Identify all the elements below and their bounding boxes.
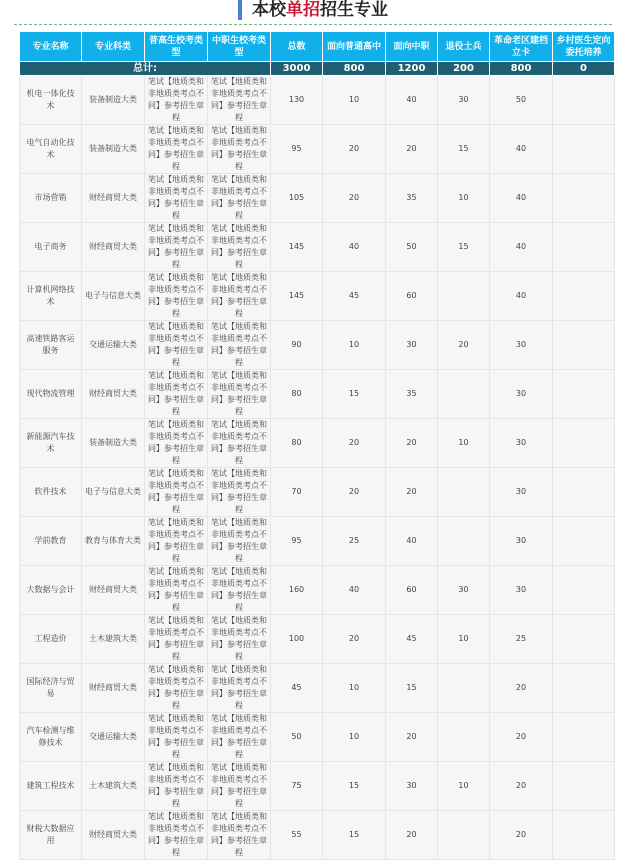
rural-doctor-cell [553, 76, 615, 125]
vocational-exam-type-cell: 笔试【地质类和非地质类考点不同】参考招生章程 [208, 272, 271, 321]
veterans-cell [438, 517, 490, 566]
table-row [20, 517, 615, 566]
header-old-revolutionary: 革命老区建档立卡 [490, 32, 553, 62]
table-row [20, 664, 615, 713]
major-name-cell: 市场营销 [20, 174, 82, 223]
rural-doctor-cell [553, 174, 615, 223]
vocational-exam-type-cell: 笔试【地质类和非地质类考点不同】参考招生章程 [208, 713, 271, 762]
general-hs-cell: 10 [323, 321, 386, 370]
major-name-cell: 国际经济与贸易 [20, 664, 82, 713]
general-hs-cell: 15 [323, 370, 386, 419]
general-hs-cell: 40 [323, 566, 386, 615]
veterans-cell: 30 [438, 566, 490, 615]
title-accent: 单招 [286, 0, 320, 20]
general-hs-cell: 20 [323, 174, 386, 223]
category-cell: 财经商贸大类 [82, 811, 145, 860]
total-cell: 145 [271, 223, 323, 272]
vocational-exam-type-cell: 笔试【地质类和非地质类考点不同】参考招生章程 [208, 664, 271, 713]
title-divider [14, 24, 612, 25]
rural-doctor-cell [553, 566, 615, 615]
category-cell: 财经商贸大类 [82, 664, 145, 713]
total-cell: 145 [271, 272, 323, 321]
rural-doctor-cell [553, 125, 615, 174]
general-hs-cell: 10 [323, 76, 386, 125]
rural-doctor-cell [553, 370, 615, 419]
vocational-cell: 35 [386, 370, 438, 419]
total-cell: 45 [271, 664, 323, 713]
major-name-cell: 计算机网络技术 [20, 272, 82, 321]
old-revolutionary-cell: 30 [490, 419, 553, 468]
category-cell: 财经商贸大类 [82, 566, 145, 615]
vocational-exam-type-cell: 笔试【地质类和非地质类考点不同】参考招生章程 [208, 468, 271, 517]
major-name-cell: 财税大数据应用 [20, 811, 82, 860]
category-cell: 装备制造大类 [82, 76, 145, 125]
old-revolutionary-cell: 20 [490, 713, 553, 762]
category-cell: 电子与信息大类 [82, 272, 145, 321]
category-cell: 教育与体育大类 [82, 517, 145, 566]
rural-doctor-cell [553, 272, 615, 321]
hs-exam-type-cell: 笔试【地质类和非地质类考点不同】参考招生章程 [145, 76, 208, 125]
category-cell: 交通运输大类 [82, 321, 145, 370]
general-hs-cell: 25 [323, 517, 386, 566]
hs-exam-type-cell: 笔试【地质类和非地质类考点不同】参考招生章程 [145, 566, 208, 615]
table-row [20, 223, 615, 272]
rural-doctor-cell [553, 811, 615, 860]
veterans-cell [438, 272, 490, 321]
major-name-cell: 现代物流管理 [20, 370, 82, 419]
hs-exam-type-cell: 笔试【地质类和非地质类考点不同】参考招生章程 [145, 517, 208, 566]
veterans-cell [438, 664, 490, 713]
major-name-cell: 工程造价 [20, 615, 82, 664]
veterans-cell: 10 [438, 615, 490, 664]
old-revolutionary-cell: 30 [490, 566, 553, 615]
table-row [20, 370, 615, 419]
major-name-cell: 电气自动化技术 [20, 125, 82, 174]
vocational-exam-type-cell: 笔试【地质类和非地质类考点不同】参考招生章程 [208, 76, 271, 125]
header-veterans: 退役士兵 [438, 32, 490, 62]
vocational-cell: 50 [386, 223, 438, 272]
total-cell: 75 [271, 762, 323, 811]
total-cell: 130 [271, 76, 323, 125]
category-cell: 电子与信息大类 [82, 468, 145, 517]
vocational-cell: 30 [386, 321, 438, 370]
total-cell: 95 [271, 517, 323, 566]
veterans-cell: 10 [438, 174, 490, 223]
table-row [20, 419, 615, 468]
hs-exam-type-cell: 笔试【地质类和非地质类考点不同】参考招生章程 [145, 468, 208, 517]
major-name-cell: 电子商务 [20, 223, 82, 272]
vocational-cell: 45 [386, 615, 438, 664]
general-hs-cell: 15 [323, 811, 386, 860]
table-body [20, 62, 615, 860]
title-prefix: 本校 [252, 0, 286, 20]
total-row [20, 62, 615, 76]
category-cell: 土木建筑大类 [82, 615, 145, 664]
table-row [20, 125, 615, 174]
old-revolutionary-cell: 20 [490, 811, 553, 860]
vocational-exam-type-cell: 笔试【地质类和非地质类考点不同】参考招生章程 [208, 566, 271, 615]
total-cell: 55 [271, 811, 323, 860]
total-vocational: 1200 [386, 62, 438, 76]
total-cell: 80 [271, 370, 323, 419]
general-hs-cell: 45 [323, 272, 386, 321]
hs-exam-type-cell: 笔试【地质类和非地质类考点不同】参考招生章程 [145, 125, 208, 174]
veterans-cell: 10 [438, 419, 490, 468]
vocational-exam-type-cell: 笔试【地质类和非地质类考点不同】参考招生章程 [208, 174, 271, 223]
category-cell: 装备制造大类 [82, 419, 145, 468]
vocational-cell: 40 [386, 76, 438, 125]
old-revolutionary-cell: 30 [490, 321, 553, 370]
major-name-cell: 大数据与会计 [20, 566, 82, 615]
table-row [20, 566, 615, 615]
table-row [20, 615, 615, 664]
header-category: 专业科类 [82, 32, 145, 62]
table-header [20, 32, 615, 62]
vocational-exam-type-cell: 笔试【地质类和非地质类考点不同】参考招生章程 [208, 370, 271, 419]
header-total: 总数 [271, 32, 323, 62]
hs-exam-type-cell: 笔试【地质类和非地质类考点不同】参考招生章程 [145, 419, 208, 468]
old-revolutionary-cell: 40 [490, 272, 553, 321]
old-revolutionary-cell: 50 [490, 76, 553, 125]
vocational-cell: 35 [386, 174, 438, 223]
general-hs-cell: 20 [323, 419, 386, 468]
vocational-cell: 20 [386, 419, 438, 468]
veterans-cell: 15 [438, 125, 490, 174]
old-revolutionary-cell: 30 [490, 370, 553, 419]
rural-doctor-cell [553, 615, 615, 664]
vocational-cell: 20 [386, 811, 438, 860]
table-row [20, 811, 615, 860]
old-revolutionary-cell: 40 [490, 174, 553, 223]
header-general-hs: 面向普通高中 [323, 32, 386, 62]
vocational-exam-type-cell: 笔试【地质类和非地质类考点不同】参考招生章程 [208, 223, 271, 272]
old-revolutionary-cell: 40 [490, 223, 553, 272]
rural-doctor-cell [553, 713, 615, 762]
total-label: 总计: [20, 62, 271, 76]
vocational-exam-type-cell: 笔试【地质类和非地质类考点不同】参考招生章程 [208, 811, 271, 860]
hs-exam-type-cell: 笔试【地质类和非地质类考点不同】参考招生章程 [145, 762, 208, 811]
major-name-cell: 高速铁路客运服务 [20, 321, 82, 370]
total-cell: 80 [271, 419, 323, 468]
general-hs-cell: 20 [323, 615, 386, 664]
major-name-cell: 建筑工程技术 [20, 762, 82, 811]
page-title [238, 0, 388, 20]
hs-exam-type-cell: 笔试【地质类和非地质类考点不同】参考招生章程 [145, 174, 208, 223]
rural-doctor-cell [553, 223, 615, 272]
table-row [20, 713, 615, 762]
hs-exam-type-cell: 笔试【地质类和非地质类考点不同】参考招生章程 [145, 811, 208, 860]
rural-doctor-cell [553, 321, 615, 370]
veterans-cell [438, 811, 490, 860]
general-hs-cell: 20 [323, 125, 386, 174]
major-name-cell: 学前教育 [20, 517, 82, 566]
veterans-cell [438, 370, 490, 419]
vocational-exam-type-cell: 笔试【地质类和非地质类考点不同】参考招生章程 [208, 125, 271, 174]
major-name-cell: 机电一体化技术 [20, 76, 82, 125]
table-row [20, 174, 615, 223]
majors-table [19, 31, 615, 860]
hs-exam-type-cell: 笔试【地质类和非地质类考点不同】参考招生章程 [145, 321, 208, 370]
header-vocational: 面向中职 [386, 32, 438, 62]
header-hs-exam-type: 普高生校考类型 [145, 32, 208, 62]
total-rural-doctor: 0 [553, 62, 615, 76]
total-cell: 105 [271, 174, 323, 223]
total-cell: 95 [271, 125, 323, 174]
major-name-cell: 汽车检测与维修技术 [20, 713, 82, 762]
category-cell: 交通运输大类 [82, 713, 145, 762]
total-old-revolutionary: 800 [490, 62, 553, 76]
old-revolutionary-cell: 20 [490, 664, 553, 713]
hs-exam-type-cell: 笔试【地质类和非地质类考点不同】参考招生章程 [145, 664, 208, 713]
header-rural-doctor: 乡村医生定向委托培养 [553, 32, 615, 62]
vocational-exam-type-cell: 笔试【地质类和非地质类考点不同】参考招生章程 [208, 517, 271, 566]
vocational-cell: 40 [386, 517, 438, 566]
vocational-exam-type-cell: 笔试【地质类和非地质类考点不同】参考招生章程 [208, 615, 271, 664]
rural-doctor-cell [553, 468, 615, 517]
total-sum: 3000 [271, 62, 323, 76]
general-hs-cell: 40 [323, 223, 386, 272]
general-hs-cell: 10 [323, 664, 386, 713]
category-cell: 装备制造大类 [82, 125, 145, 174]
major-name-cell: 新能源汽车技术 [20, 419, 82, 468]
rural-doctor-cell [553, 517, 615, 566]
old-revolutionary-cell: 25 [490, 615, 553, 664]
header-vocational-exam-type: 中职生校考类型 [208, 32, 271, 62]
general-hs-cell: 15 [323, 762, 386, 811]
vocational-cell: 20 [386, 713, 438, 762]
hs-exam-type-cell: 笔试【地质类和非地质类考点不同】参考招生章程 [145, 713, 208, 762]
page-header [0, 0, 626, 26]
general-hs-cell: 20 [323, 468, 386, 517]
vocational-cell: 60 [386, 566, 438, 615]
hs-exam-type-cell: 笔试【地质类和非地质类考点不同】参考招生章程 [145, 615, 208, 664]
old-revolutionary-cell: 30 [490, 517, 553, 566]
vocational-cell: 15 [386, 664, 438, 713]
total-general-hs: 800 [323, 62, 386, 76]
table-row [20, 762, 615, 811]
vocational-cell: 30 [386, 762, 438, 811]
table-row [20, 468, 615, 517]
hs-exam-type-cell: 笔试【地质类和非地质类考点不同】参考招生章程 [145, 272, 208, 321]
veterans-cell: 15 [438, 223, 490, 272]
title-suffix: 招生专业 [320, 0, 388, 20]
general-hs-cell: 10 [323, 713, 386, 762]
rural-doctor-cell [553, 419, 615, 468]
total-cell: 90 [271, 321, 323, 370]
category-cell: 土木建筑大类 [82, 762, 145, 811]
total-veterans: 200 [438, 62, 490, 76]
vocational-exam-type-cell: 笔试【地质类和非地质类考点不同】参考招生章程 [208, 419, 271, 468]
veterans-cell [438, 468, 490, 517]
rural-doctor-cell [553, 664, 615, 713]
table-row [20, 321, 615, 370]
old-revolutionary-cell: 30 [490, 468, 553, 517]
category-cell: 财经商贸大类 [82, 174, 145, 223]
veterans-cell: 20 [438, 321, 490, 370]
major-name-cell: 软件技术 [20, 468, 82, 517]
old-revolutionary-cell: 20 [490, 762, 553, 811]
vocational-cell: 20 [386, 125, 438, 174]
hs-exam-type-cell: 笔试【地质类和非地质类考点不同】参考招生章程 [145, 223, 208, 272]
vocational-exam-type-cell: 笔试【地质类和非地质类考点不同】参考招生章程 [208, 321, 271, 370]
table-row [20, 272, 615, 321]
vocational-cell: 20 [386, 468, 438, 517]
rural-doctor-cell [553, 762, 615, 811]
vocational-cell: 60 [386, 272, 438, 321]
category-cell: 财经商贸大类 [82, 370, 145, 419]
header-major-name: 专业名称 [20, 32, 82, 62]
total-cell: 50 [271, 713, 323, 762]
total-cell: 160 [271, 566, 323, 615]
hs-exam-type-cell: 笔试【地质类和非地质类考点不同】参考招生章程 [145, 370, 208, 419]
veterans-cell: 30 [438, 76, 490, 125]
old-revolutionary-cell: 40 [490, 125, 553, 174]
veterans-cell [438, 713, 490, 762]
veterans-cell: 10 [438, 762, 490, 811]
vocational-exam-type-cell: 笔试【地质类和非地质类考点不同】参考招生章程 [208, 762, 271, 811]
total-cell: 70 [271, 468, 323, 517]
total-cell: 100 [271, 615, 323, 664]
category-cell: 财经商贸大类 [82, 223, 145, 272]
table-row [20, 76, 615, 125]
